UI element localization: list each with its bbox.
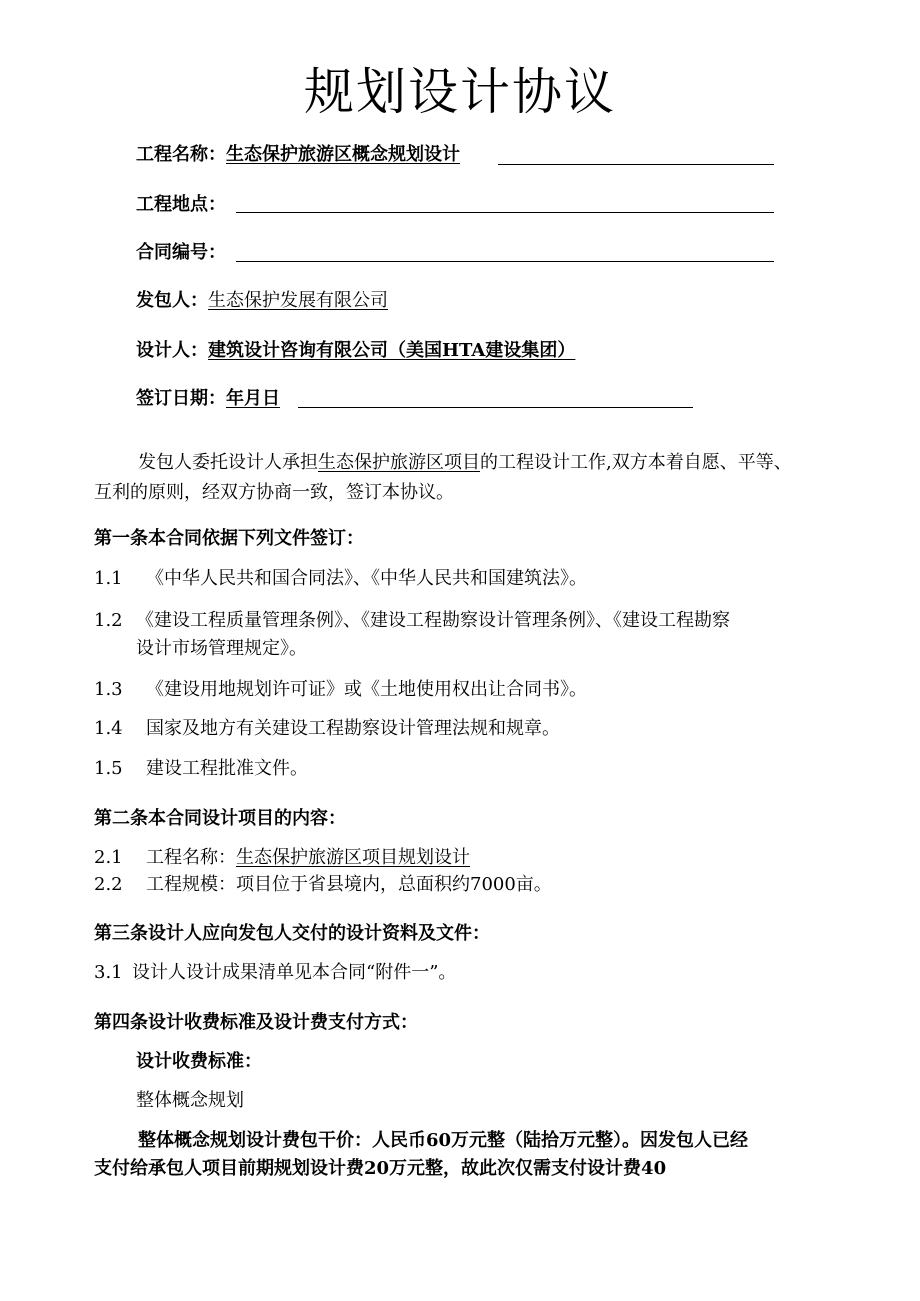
client-label: 发包人： [136, 290, 208, 311]
item-text: 国家及地方有关建设工程勘察设计管理法规和规章。 [146, 718, 560, 739]
article-4-para-line-2: 支付给承包人项目前期规划设计费20万元整，故此次仅需支付设计费40 [94, 1158, 667, 1179]
article-2-item-2 [94, 870, 552, 900]
article-1-item-1 [94, 564, 587, 594]
item-number: 2.1 [94, 847, 123, 868]
sign-date-underline [298, 407, 693, 408]
intro-line-1 [138, 448, 792, 478]
intro-line-2: 互利的原则，经双方协商一致，签订本协议。 [94, 482, 454, 503]
item-label: 工程名称： [146, 847, 236, 868]
designer-value: 建筑设计咨询有限公司（美国HTA建设集团） [208, 340, 576, 361]
item-number: 1.1 [94, 568, 123, 589]
intro-text-a: 发包人委托设计人承担 [138, 452, 318, 473]
item-number: 3.1 [94, 962, 123, 983]
intro-project-name: 生态保护旅游区项目 [318, 452, 480, 473]
project-name-label: 工程名称： [136, 144, 226, 165]
designer-field [136, 338, 575, 364]
article-1-heading: 第一条本合同依据下列文件签订： [94, 528, 364, 549]
document-title: 规划设计协议 [304, 63, 616, 121]
item-text: 《建设工程质量管理条例》、《建设工程勘察设计管理条例》、《建设工程勘察 [136, 610, 730, 631]
intro-text-b: 的工程设计工作,双方本着自愿、平等、 [480, 452, 792, 473]
article-4-subheading: 设计收费标准： [136, 1051, 262, 1072]
item-text: 工程规模：项目位于省县境内，总面积约7000亩。 [146, 874, 552, 895]
item-text: 建设工程批准文件。 [146, 758, 308, 779]
article-4-para-line-1: 整体概念规划设计费包干价：人民币60万元整（陆拾万元整）。因发包人已经 [138, 1130, 749, 1151]
article-1-item-3 [94, 675, 587, 705]
item-number: 1.2 [94, 610, 123, 631]
article-2-item-1 [94, 843, 470, 873]
item-number: 1.4 [94, 718, 123, 739]
article-3-item-1 [94, 958, 456, 988]
item-number: 1.5 [94, 758, 123, 779]
location-field [136, 192, 226, 218]
article-1-item-5 [94, 754, 308, 784]
sign-date-field [136, 386, 280, 412]
project-name-value: 生态保护旅游区概念规划设计 [226, 144, 460, 165]
project-name-field [136, 142, 460, 168]
sign-date-label: 签订日期： [136, 388, 226, 409]
article-4-sub-item: 整体概念规划 [136, 1090, 244, 1111]
item-number: 2.2 [94, 874, 123, 895]
location-underline [236, 212, 774, 213]
article-1-item-2-cont: 设计市场管理规定》。 [136, 638, 307, 659]
location-label: 工程地点： [136, 194, 226, 215]
client-field [136, 288, 388, 314]
contract-no-field [136, 240, 226, 266]
sign-date-value: 年月日 [226, 388, 280, 409]
article-1-item-4 [94, 714, 560, 744]
project-name-underline [498, 164, 774, 165]
article-1-item-2 [94, 606, 730, 636]
article-2-heading: 第二条本合同设计项目的内容： [94, 808, 346, 829]
item-text: 《中华人民共和国合同法》、《中华人民共和国建筑法》。 [146, 568, 587, 589]
item-text: 《建设用地规划许可证》或《土地使用权出让合同书》。 [146, 679, 587, 700]
item-number: 1.3 [94, 679, 123, 700]
item-text: 设计人设计成果清单见本合同“附件一”。 [132, 962, 457, 983]
article-4-heading: 第四条设计收费标准及设计费支付方式： [94, 1012, 418, 1033]
article-3-heading: 第三条设计人应向发包人交付的设计资料及文件： [94, 923, 490, 944]
item-value: 生态保护旅游区项目规划设计 [236, 847, 470, 868]
contract-no-underline [236, 261, 774, 262]
designer-label: 设计人： [136, 340, 208, 361]
contract-no-label: 合同编号： [136, 242, 226, 263]
client-value: 生态保护发展有限公司 [208, 290, 388, 311]
